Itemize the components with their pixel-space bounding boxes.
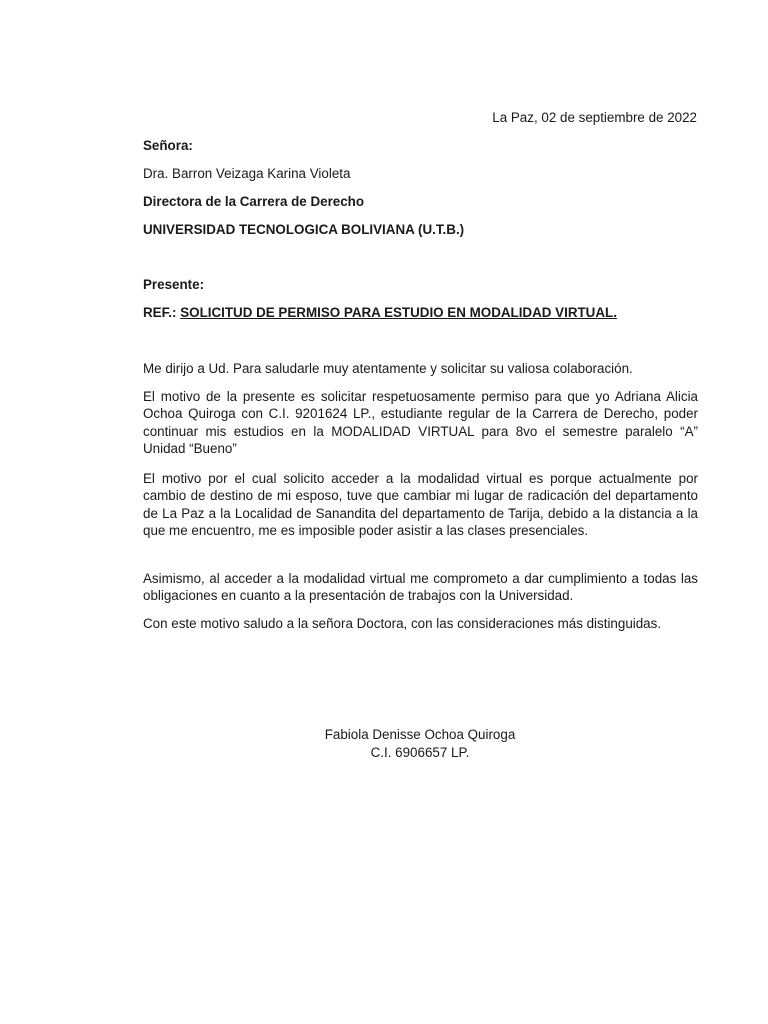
institution-name: UNIVERSIDAD TECNOLOGICA BOLIVIANA (U.T.B.): [143, 222, 465, 237]
salutation: Señora:: [143, 138, 193, 153]
recipient-name: Dra. Barron Veizaga Karina Violeta: [143, 166, 351, 181]
paragraph-reason: El motivo por el cual solicito acceder a la modalidad virtual es porque actualmente por cambio de destino de mi esposo, tuve que cambiar mi lugar de radicación del departamento de La Paz a la Localidad de Sanandita del departamento de Tarija, debido a la distancia a la que me encuentro, me es imposible poder asistir a las clases presenciales.: [143, 471, 698, 539]
date-line: La Paz, 02 de septiembre de 2022: [492, 110, 697, 125]
reference-subject: SOLICITUD DE PERMISO PARA ESTUDIO EN MODALIDAD VIRTUAL.: [180, 305, 617, 320]
reference-line: [143, 305, 617, 321]
presente-label: Presente:: [143, 277, 205, 292]
recipient-title: Directora de la Carrera de Derecho: [143, 194, 365, 209]
paragraph-greeting: Me dirijo a Ud. Para saludarle muy atentamente y solicitar su valiosa colaboración.: [143, 361, 633, 376]
signature-id: C.I. 6906657 LP.: [370, 745, 470, 760]
paragraph-request: El motivo de la presente es solicitar respetuosamente permiso para que yo Adriana Alicia Ochoa Quiroga con C.I. 9201624 LP., estudiante regular de la Carrera de Derecho, poder continuar mis estudios en la MODALIDAD VIRTUAL para 8vo el semestre paralelo “A” Unidad “Bueno”: [143, 389, 698, 457]
paragraph-closing: Con este motivo saludo a la señora Doctora, con las consideraciones más distinguidas.: [143, 616, 662, 631]
reference-label: REF.:: [143, 305, 177, 320]
paragraph-commitment: Asimismo, al acceder a la modalidad virtual me comprometo a dar cumplimiento a todas las obligaciones en cuanto a la presentación de trabajos con la Universidad.: [143, 571, 698, 604]
signature-name: Fabiola Denisse Ochoa Quiroga: [324, 727, 516, 742]
